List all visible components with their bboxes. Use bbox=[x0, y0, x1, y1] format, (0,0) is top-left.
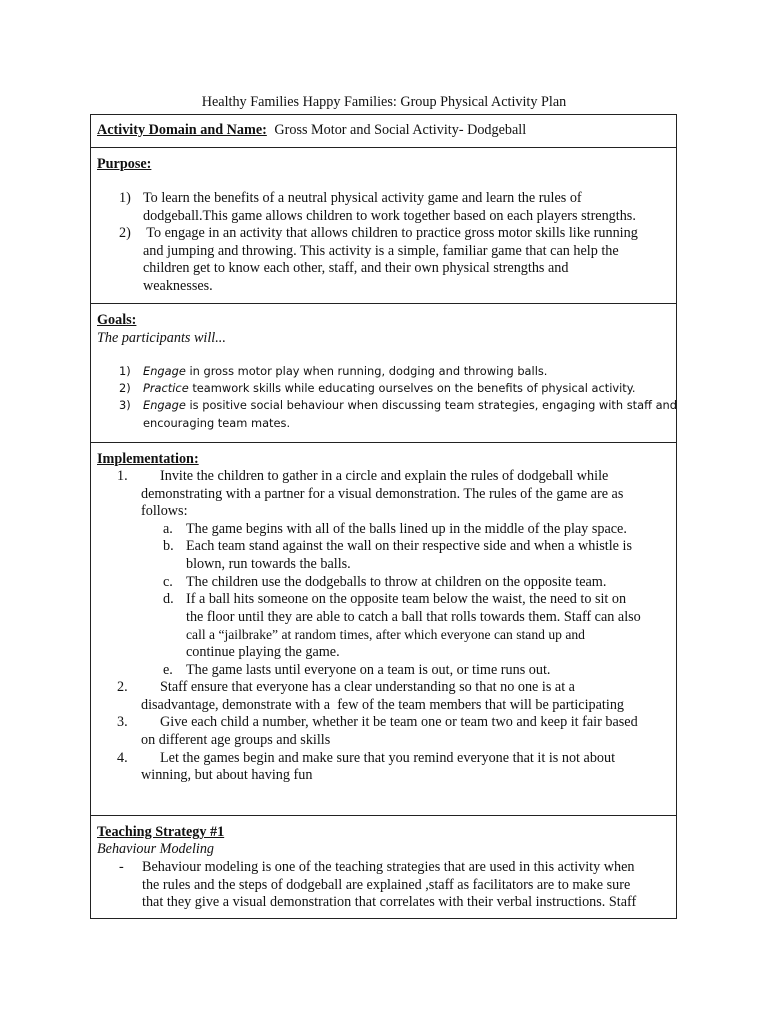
implementation-step-line: Give each child a number, whether it be team one or team two and keep it fair based bbox=[160, 714, 638, 731]
game-rule-item bbox=[163, 521, 677, 539]
purpose-item bbox=[119, 190, 679, 225]
game-rule-letter: b. bbox=[163, 538, 174, 555]
implementation-step bbox=[117, 679, 677, 714]
implementation-step-line: on different age groups and skills bbox=[141, 731, 331, 748]
implementation-step-number: 2. bbox=[117, 679, 128, 696]
activity-domain-section bbox=[91, 115, 676, 148]
implementation-step-line: Let the games begin and make sure that you remind everyone that it is not about bbox=[160, 749, 616, 766]
implementation-step-number: 4. bbox=[117, 749, 128, 766]
game-rule-line: The game begins with all of the balls lined up in the middle of the play space. bbox=[186, 520, 627, 537]
game-rule-line: call a “jailbrake” at random times, after which everyone can stand up and bbox=[186, 627, 585, 643]
game-rule-letter: c. bbox=[163, 573, 173, 590]
purpose-list bbox=[119, 190, 679, 296]
game-rule-letter: a. bbox=[163, 520, 173, 537]
goal-item-number: 1) bbox=[119, 364, 131, 378]
purpose-item-line: To engage in an activity that allows children to practice gross motor skills like running bbox=[143, 225, 638, 242]
goal-item bbox=[119, 380, 679, 397]
game-rule-letter: e. bbox=[163, 661, 173, 678]
teaching-strategy-heading: Teaching Strategy #1 bbox=[97, 824, 225, 840]
game-rule-item bbox=[163, 538, 677, 573]
goal-item-continuation: encouraging team mates. bbox=[143, 415, 291, 430]
game-rule-line: The children use the dodgeballs to throw at children on the opposite team. bbox=[186, 573, 607, 590]
game-rules-list bbox=[117, 521, 677, 679]
teaching-strategy-section bbox=[91, 816, 676, 918]
goals-list bbox=[119, 363, 679, 432]
game-rule-line: Each team stand against the wall on their respective side and when a whistle is bbox=[186, 538, 632, 555]
game-rule-line: The game lasts until everyone on a team is out, or time runs out. bbox=[186, 661, 551, 678]
purpose-section bbox=[91, 148, 676, 304]
goal-item-verb: Engage bbox=[143, 398, 186, 413]
purpose-heading: Purpose: bbox=[97, 156, 152, 172]
implementation-section bbox=[91, 443, 676, 816]
game-rule-line: continue playing the game. bbox=[186, 643, 340, 660]
activity-domain-value: Gross Motor and Social Activity- Dodgeball bbox=[274, 122, 527, 138]
goal-item bbox=[119, 363, 679, 380]
implementation-step bbox=[117, 750, 677, 785]
implementation-step-line: disadvantage, demonstrate with a few of the team members that will be participating bbox=[141, 696, 625, 713]
implementation-heading: Implementation: bbox=[97, 451, 199, 467]
implementation-step bbox=[117, 468, 677, 521]
implementation-step-line: Invite the children to gather in a circle and explain the rules of dodgeball while bbox=[160, 468, 609, 484]
purpose-item-number: 1) bbox=[119, 190, 131, 206]
implementation-step-line: winning, but about having fun bbox=[141, 767, 313, 784]
goal-item-verb: Practice bbox=[143, 381, 189, 396]
game-rule-item bbox=[163, 662, 677, 680]
purpose-item-line: and jumping and throwing. This activity is a simple, familiar game that can help the bbox=[143, 242, 619, 259]
implementation-step-number: 1. bbox=[117, 468, 128, 484]
implementation-step-line: follows: bbox=[141, 503, 188, 520]
teaching-strategy-line: that they give a visual demonstration that correlates with their verbal instructions. Staff bbox=[142, 894, 637, 911]
purpose-item-line: To learn the benefits of a neutral physical activity game and learn the rules of bbox=[143, 190, 582, 206]
goal-item-verb: Engage bbox=[143, 364, 186, 378]
game-rule-item bbox=[163, 591, 677, 661]
goal-item-text: is positive social behaviour when discussing team strategies, engaging with staff and bbox=[185, 398, 678, 413]
teaching-strategy-subheading: Behaviour Modeling bbox=[97, 841, 215, 857]
document-title: Healthy Families Happy Families: Group Physical Activity Plan bbox=[201, 94, 567, 110]
implementation-step-line: demonstrating with a partner for a visual demonstration. The rules of the game are as bbox=[141, 485, 624, 502]
purpose-item-line: children get to know each other, staff, and their own physical strengths and bbox=[143, 260, 569, 277]
game-rule-line: blown, run towards the balls. bbox=[186, 555, 351, 572]
goal-item-text: in gross motor play when running, dodging and throwing balls. bbox=[185, 364, 548, 378]
implementation-step-number: 3. bbox=[117, 714, 128, 731]
goal-item bbox=[119, 397, 679, 431]
purpose-item-number: 2) bbox=[119, 225, 131, 242]
teaching-strategy-bullet-item bbox=[119, 859, 679, 912]
implementation-steps bbox=[117, 468, 677, 785]
bullet-dash: - bbox=[119, 859, 124, 875]
activity-domain-label: Activity Domain and Name: bbox=[97, 122, 267, 138]
activity-plan-table bbox=[90, 114, 677, 919]
goal-item-number: 2) bbox=[119, 381, 131, 396]
goals-subheading: The participants will... bbox=[97, 330, 226, 346]
implementation-step bbox=[117, 714, 677, 749]
goals-heading: Goals: bbox=[97, 312, 137, 328]
game-rule-letter: d. bbox=[163, 591, 174, 608]
teaching-strategy-line: the rules and the steps of dodgeball are explained ,staff as facilitators are to make sure bbox=[142, 876, 631, 893]
implementation-step-line: Staff ensure that everyone has a clear understanding so that no one is at a bbox=[160, 679, 575, 696]
purpose-item-line: dodgeball.This game allows children to work together based on each players strengths. bbox=[143, 207, 636, 224]
teaching-strategy-line: Behaviour modeling is one of the teaching strategies that are used in this activity when bbox=[142, 859, 635, 875]
goal-item-number: 3) bbox=[119, 398, 131, 413]
game-rule-item bbox=[163, 574, 677, 592]
goal-item-text: teamwork skills while educating ourselves on the benefits of physical activity. bbox=[188, 381, 636, 396]
purpose-item-line: weaknesses. bbox=[143, 277, 213, 294]
game-rule-line: If a ball hits someone on the opposite team below the waist, the need to sit on bbox=[186, 591, 627, 608]
purpose-item bbox=[119, 225, 679, 295]
goals-section bbox=[91, 304, 676, 443]
game-rule-line: the floor until they are able to catch a ball that rolls towards them. Staff can also bbox=[186, 608, 641, 625]
